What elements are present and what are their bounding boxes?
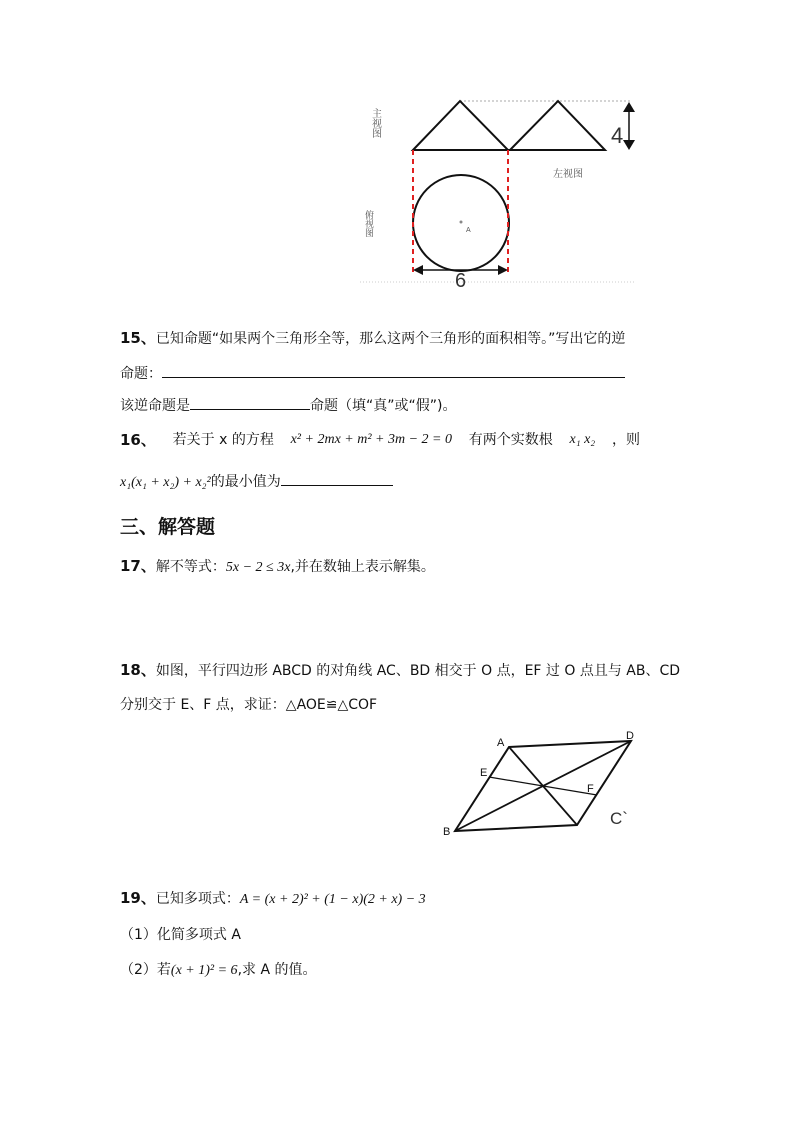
q19-part2b: ,求 A 的值。 bbox=[237, 962, 317, 978]
q18-line2 bbox=[120, 695, 377, 715]
q19-text-a: 已知多项式： bbox=[155, 891, 240, 907]
q16-expr: x₁(x₁ + x₂) + x₂² bbox=[120, 475, 211, 490]
section3-title: 三、解答题 bbox=[120, 516, 216, 538]
q19-line1 bbox=[120, 888, 426, 910]
label-c: C` bbox=[610, 809, 628, 828]
label-a: A bbox=[497, 737, 505, 749]
left-view-triangle bbox=[510, 101, 605, 150]
width-label: 6 bbox=[455, 270, 467, 290]
q18-line1 bbox=[120, 660, 680, 681]
q16-text1a: 若关于 x 的方程 bbox=[172, 432, 274, 448]
label-e: E bbox=[480, 767, 488, 779]
front-view-triangle bbox=[413, 101, 508, 150]
q16-line2 bbox=[120, 470, 393, 493]
q15-text2: 命题： bbox=[120, 366, 162, 382]
front-view-label: 主视图 bbox=[369, 108, 381, 138]
q16-number: 16、 bbox=[120, 431, 156, 449]
q16-text1c: ，则 bbox=[611, 432, 640, 448]
height-label: 4 bbox=[611, 123, 624, 148]
q15-number: 15、 bbox=[120, 329, 156, 347]
top-view-label: 俯视图 bbox=[364, 210, 374, 237]
q17-text-a: 解不等式： bbox=[155, 559, 226, 575]
q19-part2 bbox=[120, 960, 317, 981]
q16-equation: x² + 2mx + m² + 3m − 2 = 0 bbox=[290, 432, 452, 447]
q19-polynomial: A = (x + 2)² + (1 − x)(2 + x) − 3 bbox=[239, 892, 426, 907]
q15-line2 bbox=[120, 362, 625, 384]
q17-line bbox=[120, 556, 435, 578]
label-d: D bbox=[626, 730, 634, 742]
q15-text3a: 该逆命题是 bbox=[120, 398, 190, 414]
parallelogram-figure bbox=[435, 728, 635, 843]
q17-text-b: ,并在数轴上表示解集。 bbox=[290, 559, 435, 575]
q17-inequality: 5x − 2 ≤ 3x bbox=[225, 560, 291, 575]
q18-number: 18、 bbox=[120, 661, 156, 679]
left-view-label: 左视图 bbox=[553, 169, 583, 180]
label-f: F bbox=[587, 783, 594, 795]
q15-text3b: 命题（填“真”或“假”)。 bbox=[310, 398, 457, 414]
segment-ef bbox=[489, 777, 597, 795]
q15-answer-blank[interactable] bbox=[162, 362, 625, 378]
q15-truth-blank[interactable] bbox=[190, 394, 310, 410]
q18-text1: 如图，平行四边形 ABCD 的对角线 AC、BD 相交于 O 点，EF 过 O 点且与 AB、CD bbox=[155, 663, 681, 679]
q19-part2a: （2）若 bbox=[120, 962, 171, 978]
q17-number: 17、 bbox=[120, 557, 156, 575]
q18-text2: 分别交于 E、F 点，求证：△AOE≌△COF bbox=[120, 697, 378, 713]
label-b: B bbox=[443, 826, 451, 838]
q15-text1: 已知命题“如果两个三角形全等，那么这两个三角形的面积相等。”写出它的逆 bbox=[155, 331, 626, 347]
q15-line3 bbox=[120, 394, 456, 416]
q16-line1 bbox=[120, 430, 640, 450]
q16-text1b: 有两个实数根 bbox=[468, 432, 553, 448]
q16-answer-blank[interactable] bbox=[281, 470, 393, 486]
q16-roots: x₁ x₂ bbox=[569, 432, 596, 447]
center-label: A bbox=[466, 227, 471, 234]
q19-part1: （1）化简多项式 A bbox=[120, 927, 241, 943]
three-view-figure bbox=[355, 90, 645, 290]
q16-text2: 的最小值为 bbox=[210, 474, 281, 490]
q19-condition: (x + 1)² = 6 bbox=[170, 963, 238, 978]
q19-number: 19、 bbox=[120, 889, 156, 907]
q15-line1 bbox=[120, 328, 625, 349]
